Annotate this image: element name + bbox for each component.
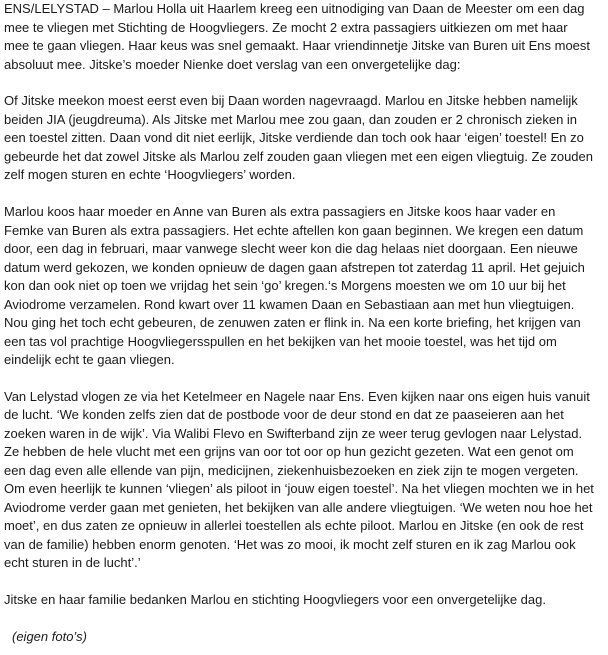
article-paragraph-thanks: Jitske en haar familie bedanken Marlou en stichting Hoogvliegers voor een onvergetelijke dag.: [4, 592, 546, 608]
article-paragraph-4: Van Lelystad vlogen ze via het Ketelmeer en Nagele naar Ens. Even kijken naar ons eigen huis vanuit de lucht. ‘We konden zelfs zien dat de postbode voor de deur stond en dat ze paaseieren aan het zoeken waren in de wijk’. Via Walibi Flevo en Swifterband zijn ze weer terug gevlogen naar Lelystad. Ze hebben de hele vlucht met een grijns van oor tot oor op hun gezicht gezeten. Wat een genot om een dag even alle ellende van pijn, medicijnen, ziekenhuisbezoeken en ziek zijn te mogen vergeten. Om even heerlijk te kunnen ‘vliegen’ als piloot in ‘jouw eigen toestel’. Na het vliegen mochten we in het Aviodrome verder gaan met genieten, het bekijken van alle andere vliegtuigen. ‘We weten nou hoe het moet’, en dus zaten ze opnieuw in allerlei toestellen als echte piloot. Marlou en Jitske (en ook de rest van de familie) hebben enorm genoten. ‘Het was zo mooi, ik mocht zelf sturen en ik zag Marlou ook echt sturen in de lucht’.’: [4, 388, 594, 571]
article-paragraph-3: Marlou koos haar moeder en Anne van Buren als extra passagiers en Jitske koos haar vader en Femke van Buren als extra passagiers. Het echte aftellen kon gaan beginnen. We kregen een datum door, een dag in februari, maar vanwege slecht weer kon die dag helaas niet doorgaan. Een nieuwe datum werd gekozen, we konden opnieuw de dagen gaan afstrepen tot zaterdag 11 april. Het gejuich kon dan ook niet op toen we vrijdag het sein ‘go’ kregen.‘s Morgens moesten we om 10 uur bij het Aviodrome verzamelen. Rond kwart over 11 kwamen Daan en Sebastiaan aan met hun vliegtuigen. Nou ging het toch echt gebeuren, de zenuwen zaten er flink in. Na een korte briefing, het krijgen van een tas vol prachtige Hoogvliegersspullen en het bekijken van het mooie toestel, was het tijd om eindelijk echt te gaan vliegen.: [4, 204, 585, 368]
article-paragraph-2: Of Jitske meekon moest eerst even bij Daan worden nagevraagd. Marlou en Jitske hebben namelijk beiden JIA (jeugdreuma). Als Jitske met Marlou mee zou gaan, dan zouden er 2 chronisch zieken in een toestel zitten. Daan vond dit niet eerlijk, Jitske verdiende dan toch ook haar ‘eigen’ toestel! En zo gebeurde het dat zowel Jitske als Marlou zelf zouden gaan vliegen met een eigen vliegtuig. Ze zouden zelf mogen sturen en echte ‘Hoogvliegers’ worden.: [4, 93, 593, 183]
article-body: [4, 0, 606, 646]
article-paragraph-intro: ENS/LELYSTAD – Marlou Holla uit Haarlem kreeg een uitnodiging van Daan de Meester om een dag mee te vliegen met Stichting de Hoogvliegers. Ze mocht 2 extra passagiers uitkiezen om met haar mee te gaan vliegen. Haar keus was snel gemaakt. Haar vriendinnetje Jitske van Buren uit Ens moest absoluut mee. Jitske’s moeder Nienke doet verslag van een onvergetelijke dag:: [4, 1, 591, 72]
photo-credit-caption: (eigen foto’s): [12, 628, 87, 644]
